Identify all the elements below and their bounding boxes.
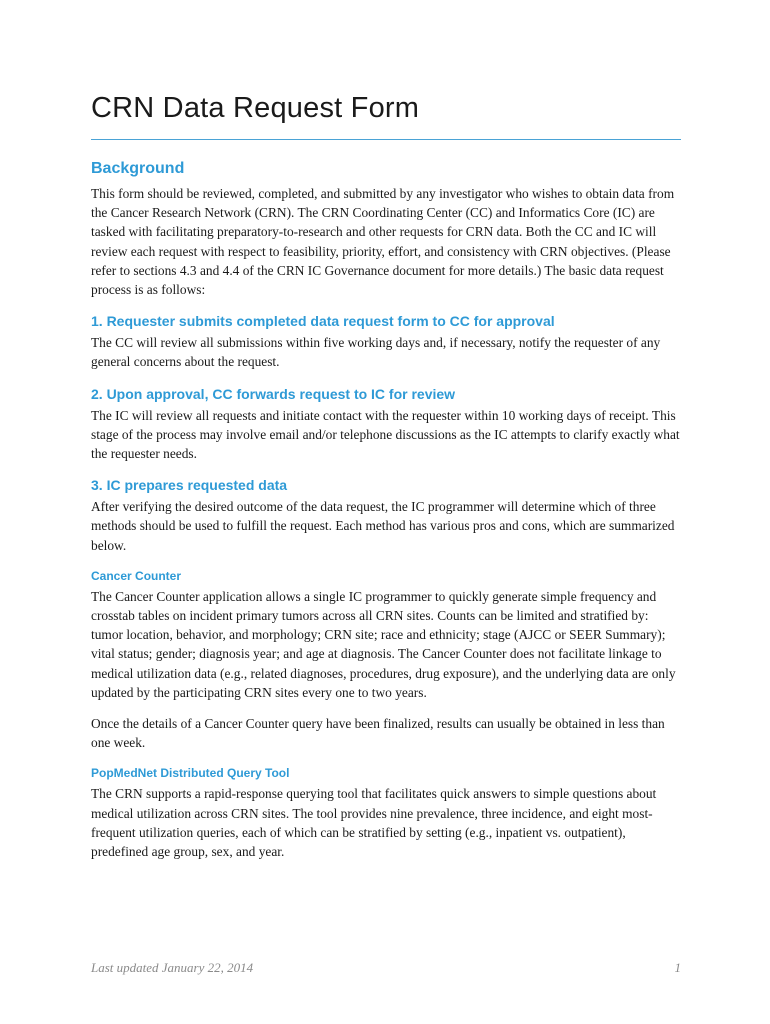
document-body — [91, 160, 681, 861]
step-3-paragraph: After verifying the desired outcome of the data request, the IC programmer will determine which of three methods should be used to fulfill the request. Each method has various pros and cons, which are summarized below. — [91, 499, 675, 553]
step-3-heading: 3. IC prepares requested data — [91, 477, 288, 494]
step-2-heading: 2. Upon approval, CC forwards request to IC for review — [91, 385, 456, 402]
step-1-section — [91, 313, 681, 371]
background-heading: Background — [91, 160, 185, 177]
step-2-paragraph: The IC will review all requests and initiate contact with the requester within 10 working days of receipt. This stage of the process may involve email and/or telephone discussions as the IC attempts to clarify exactly what the requester needs. — [91, 407, 680, 462]
cancer-counter-paragraph-1: The Cancer Counter application allows a single IC programmer to quickly generate simple frequency and crosstab tables on incident primary tumors across all CRN sites. Counts can be limited and stratified by: tumor location, behavior, and morphology; CRN site; race and ethnicity; stage (AJCC or SEER Summary); vital status; gender; diagnosis year; and age at diagnosis. The Cancer Counter does not facilitate linkage to medical utilization data (e.g., related diagnoses, procedures, drug exposure), and the underlying data are only updated by the participating CRN sites every one to two years. — [91, 588, 676, 700]
cancer-counter-heading: Cancer Counter — [91, 568, 182, 583]
page-title: CRN Data Request Form — [91, 92, 420, 124]
popmednet-heading: PopMedNet Distributed Query Tool — [91, 766, 290, 781]
step-1-paragraph: The CC will review all submissions within five working days and, if necessary, notify the requester of any general concerns about the request. — [91, 335, 661, 370]
cancer-counter-paragraph-2: Once the details of a Cancer Counter query have been finalized, results can usually be obtained in less than one week. — [91, 716, 665, 751]
step-1-heading: 1. Requester submits completed data request form to CC for approval — [91, 313, 555, 330]
popmednet-section — [91, 766, 681, 861]
last-updated-text: Last updated January 22, 2014 — [91, 960, 254, 975]
background-paragraph: This form should be reviewed, completed, and submitted by any investigator who wishes to obtain data from the Cancer Research Network (CRN). The CRN Coordinating Center (CC) and Informatics Core (IC) are tasked with facilitating preparatory-to-research and other requests for CRN data. Both the CC and IC will review each request with respect to feasibility, priority, effort, and consistency with CRN objectives. (Please refer to sections 4.3 and 4.4 of the CRN IC Governance document for more details.) The basic data request process is as follows: — [91, 186, 675, 298]
popmednet-paragraph: The CRN supports a rapid-response querying tool that facilitates quick answers to simple questions about medical utilization across CRN sites. The tool provides nine prevalence, three incidence, and eight most-frequent utilization queries, each of which can be stratified by setting (e.g., inpatient vs. outpatient), predefined age group, sex, and year. — [91, 786, 657, 860]
cancer-counter-section — [91, 569, 681, 753]
title-divider — [91, 139, 681, 140]
page-footer — [91, 960, 681, 980]
page-number: 1 — [674, 960, 681, 975]
step-3-section — [91, 477, 681, 555]
step-2-section — [91, 386, 681, 464]
background-section — [91, 160, 681, 299]
